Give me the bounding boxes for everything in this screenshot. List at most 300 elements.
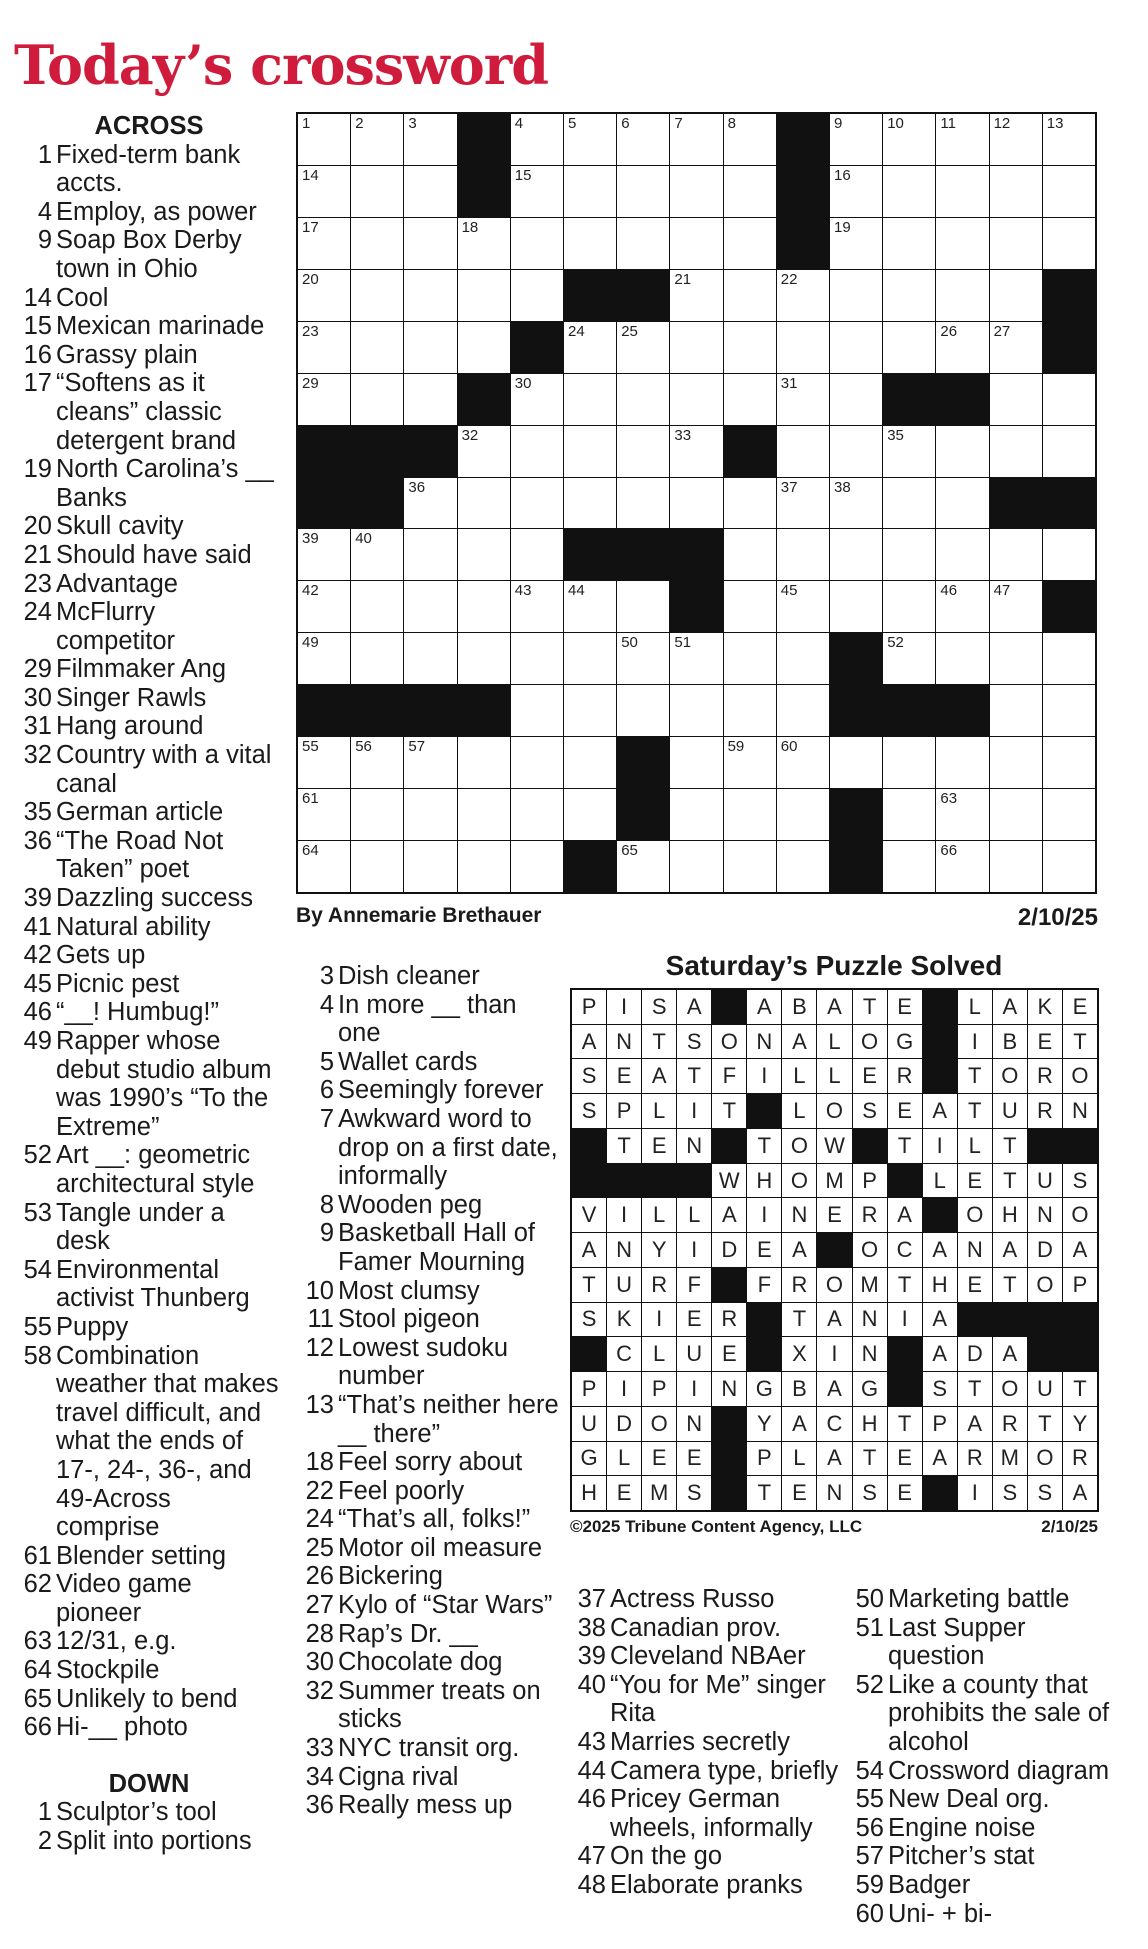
grid-cell[interactable] [404, 478, 456, 529]
grid-cell[interactable] [670, 374, 722, 425]
byline: By Annemarie Brethauer [296, 904, 542, 927]
grid-cell[interactable] [351, 789, 403, 840]
grid-cell[interactable] [990, 374, 1042, 425]
cell-number: 55 [302, 738, 319, 756]
down-clue [300, 962, 560, 991]
grid-cell[interactable] [990, 633, 1042, 684]
solution-letter: S [1063, 1164, 1097, 1198]
solution-letter: L [642, 1198, 676, 1232]
across-clue [18, 312, 280, 341]
grid-cell[interactable] [404, 633, 456, 684]
grid-cell[interactable] [458, 841, 510, 892]
clue-text: Pricey German wheels, informally [610, 1785, 813, 1842]
down-clue [300, 1620, 560, 1649]
clue-number: 43 [577, 1727, 606, 1756]
grid-cell[interactable] [617, 633, 669, 684]
cell-number: 36 [408, 478, 426, 496]
grid-cell[interactable] [670, 218, 722, 269]
grid-cell[interactable] [564, 737, 616, 788]
grid-cell[interactable] [990, 426, 1042, 477]
grid-cell[interactable] [564, 685, 616, 736]
grid-cell[interactable] [458, 322, 510, 373]
across-heading: ACROSS [94, 112, 204, 140]
cell-number: 22 [780, 270, 798, 288]
grid-cell[interactable] [404, 270, 456, 321]
grid-cell[interactable] [724, 789, 776, 840]
clue-column-3 [572, 1585, 844, 1900]
grid-cell[interactable] [936, 478, 988, 529]
grid-cell[interactable] [670, 426, 722, 477]
grid-cell[interactable] [458, 789, 510, 840]
down-clue [300, 1105, 560, 1191]
solution-letter: T [747, 1476, 781, 1510]
grid-cell[interactable] [404, 166, 456, 217]
grid-cell[interactable] [351, 166, 403, 217]
solution-letter: O [1028, 1442, 1062, 1476]
grid-cell[interactable] [830, 114, 882, 165]
grid-cell[interactable] [830, 218, 882, 269]
down-clue [850, 1814, 1112, 1843]
grid-cell[interactable] [936, 581, 988, 632]
grid-cell[interactable] [511, 426, 563, 477]
grid-cell[interactable] [670, 322, 722, 373]
solution-letter: T [1028, 1407, 1062, 1441]
solution-letter: U [993, 1094, 1027, 1128]
grid-cell[interactable] [936, 737, 988, 788]
cell-number: 26 [940, 322, 958, 340]
across-clue [18, 1570, 280, 1627]
solution-letter: P [642, 1372, 676, 1406]
grid-cell[interactable] [617, 581, 669, 632]
grid-cell[interactable] [883, 529, 935, 580]
across-clue [18, 1713, 280, 1742]
solution-letter: N [958, 1233, 992, 1267]
solution-letter: I [817, 1337, 851, 1371]
solution-letter: E [817, 1198, 851, 1232]
clue-number: 50 [855, 1585, 884, 1613]
down-clue [572, 1614, 844, 1643]
grid-cell[interactable] [777, 841, 829, 892]
grid-cell[interactable] [724, 841, 776, 892]
cell-number: 43 [514, 582, 532, 600]
grid-cell[interactable] [1043, 685, 1095, 736]
grid-cell[interactable] [1043, 114, 1095, 165]
grid-cell[interactable] [1043, 841, 1095, 892]
clue-number: 57 [855, 1842, 884, 1871]
grid-cell[interactable] [298, 114, 350, 165]
grid-cell[interactable] [936, 426, 988, 477]
across-clue [18, 684, 280, 713]
grid-cell[interactable] [617, 426, 669, 477]
solution-letter: O [1063, 1198, 1097, 1232]
grid-cell[interactable] [351, 633, 403, 684]
grid-cell[interactable] [458, 581, 510, 632]
solution-letter: A [923, 1303, 957, 1337]
grid-cell[interactable] [298, 374, 350, 425]
grid-cell[interactable] [936, 218, 988, 269]
cell-number: 21 [674, 270, 692, 288]
grid-cell[interactable] [298, 322, 350, 373]
grid-cell[interactable] [936, 841, 988, 892]
grid-cell[interactable] [777, 633, 829, 684]
grid-cell[interactable] [564, 374, 616, 425]
solution-letter: N [782, 1198, 816, 1232]
grid-cell[interactable] [351, 114, 403, 165]
clue-text: “The Road Not Taken” poet [56, 826, 224, 884]
grid-cell[interactable] [617, 114, 669, 165]
grid-cell[interactable] [777, 789, 829, 840]
solution-letter: D [1028, 1233, 1062, 1267]
grid-cell[interactable] [670, 270, 722, 321]
grid-cell[interactable] [564, 478, 616, 529]
grid-cell[interactable] [990, 218, 1042, 269]
clue-number: 16 [23, 340, 52, 369]
grid-cell[interactable] [830, 374, 882, 425]
solution-letter: O [817, 1268, 851, 1302]
clue-number: 36 [305, 1791, 334, 1820]
grid-cell[interactable] [724, 270, 776, 321]
grid-cell[interactable] [777, 374, 829, 425]
grid-cell[interactable] [511, 218, 563, 269]
grid-cell[interactable] [830, 270, 882, 321]
cell-number: 37 [780, 478, 798, 496]
solution-letter: E [1063, 990, 1097, 1024]
clue-text: Employ, as power [56, 197, 257, 226]
grid-cell[interactable] [404, 581, 456, 632]
clue-number: 9 [319, 1219, 334, 1248]
grid-cell[interactable] [511, 478, 563, 529]
solution-letter: R [1028, 1094, 1062, 1128]
grid-cell[interactable] [1043, 166, 1095, 217]
grid-cell[interactable] [564, 166, 616, 217]
grid-cell[interactable] [990, 841, 1042, 892]
cell-number: 13 [1046, 115, 1064, 132]
solution-letter: G [853, 1372, 887, 1406]
grid-cell[interactable] [670, 737, 722, 788]
grid-cell[interactable] [883, 841, 935, 892]
grid-cell[interactable] [404, 322, 456, 373]
grid-cell[interactable] [883, 218, 935, 269]
grid-cell[interactable] [617, 685, 669, 736]
grid-cell[interactable] [511, 841, 563, 892]
grid-cell[interactable] [404, 737, 456, 788]
grid-cell[interactable] [351, 581, 403, 632]
grid-cell[interactable] [990, 685, 1042, 736]
grid-cell[interactable] [351, 374, 403, 425]
grid-cell[interactable] [724, 581, 776, 632]
across-clue [18, 1256, 280, 1313]
grid-cell[interactable] [777, 322, 829, 373]
grid-cell[interactable] [936, 789, 988, 840]
grid-cell[interactable] [564, 218, 616, 269]
cell-number: 59 [727, 738, 745, 756]
grid-cell[interactable] [298, 529, 350, 580]
grid-cell[interactable] [936, 270, 988, 321]
grid-cell[interactable] [298, 841, 350, 892]
grid-cell[interactable] [351, 737, 403, 788]
grid-cell[interactable] [670, 633, 722, 684]
grid-cell[interactable] [830, 322, 882, 373]
grid-cell[interactable] [777, 426, 829, 477]
solution-block [712, 1129, 746, 1163]
solution-block [923, 1476, 957, 1510]
down-clue [300, 1477, 560, 1506]
clue-text: Dish cleaner [338, 962, 480, 990]
clue-text: Art __: geometric architectural style [56, 1141, 255, 1198]
grid-cell[interactable] [351, 841, 403, 892]
grid-cell[interactable] [404, 114, 456, 165]
grid-cell[interactable] [564, 114, 616, 165]
grid-cell[interactable] [883, 633, 935, 684]
grid-cell[interactable] [298, 633, 350, 684]
grid-block [936, 685, 988, 736]
grid-cell[interactable] [724, 529, 776, 580]
grid-cell[interactable] [511, 789, 563, 840]
clue-number: 48 [577, 1870, 606, 1899]
solution-block [1063, 1303, 1097, 1337]
grid-cell[interactable] [298, 789, 350, 840]
clue-text: Summer treats on sticks [338, 1676, 541, 1734]
grid-cell[interactable] [617, 322, 669, 373]
solution-letter: A [712, 1198, 746, 1232]
grid-cell[interactable] [1043, 633, 1095, 684]
grid-cell[interactable] [351, 218, 403, 269]
grid-cell[interactable] [990, 581, 1042, 632]
grid-cell[interactable] [458, 737, 510, 788]
grid-cell[interactable] [936, 633, 988, 684]
grid-cell[interactable] [724, 166, 776, 217]
clue-text: In more __ than one [338, 990, 517, 1048]
grid-cell[interactable] [777, 581, 829, 632]
grid-cell[interactable] [617, 374, 669, 425]
grid-cell[interactable] [670, 789, 722, 840]
grid-cell[interactable] [511, 114, 563, 165]
grid-cell[interactable] [883, 581, 935, 632]
grid-cell[interactable] [724, 633, 776, 684]
grid-cell[interactable] [564, 426, 616, 477]
solution-letter: T [993, 1129, 1027, 1163]
grid-cell[interactable] [883, 322, 935, 373]
solution-letter: O [817, 1094, 851, 1128]
solution-letter: N [817, 1476, 851, 1510]
cell-number: 49 [302, 634, 319, 652]
grid-cell[interactable] [511, 737, 563, 788]
clue-number: 37 [577, 1585, 606, 1613]
grid-cell[interactable] [670, 478, 722, 529]
grid-cell[interactable] [617, 218, 669, 269]
grid-cell[interactable] [670, 685, 722, 736]
grid-cell[interactable] [724, 218, 776, 269]
grid-cell[interactable] [883, 114, 935, 165]
grid-cell[interactable] [617, 841, 669, 892]
grid-cell[interactable] [1043, 374, 1095, 425]
grid-cell[interactable] [458, 218, 510, 269]
cell-number: 8 [727, 115, 736, 132]
grid-cell[interactable] [883, 270, 935, 321]
grid-block [458, 166, 510, 217]
grid-cell[interactable] [1043, 218, 1095, 269]
grid-block [830, 685, 882, 736]
down-clue [300, 1591, 560, 1620]
grid-cell[interactable] [883, 166, 935, 217]
grid-cell[interactable] [1043, 529, 1095, 580]
down-clue [850, 1785, 1112, 1814]
grid-cell[interactable] [936, 114, 988, 165]
clue-number: 33 [305, 1734, 334, 1763]
solution-block [1063, 1337, 1097, 1371]
clue-number: 34 [305, 1762, 334, 1791]
grid-cell[interactable] [458, 426, 510, 477]
grid-cell[interactable] [724, 114, 776, 165]
solution-letter: M [993, 1442, 1027, 1476]
grid-cell[interactable] [830, 166, 882, 217]
grid-cell[interactable] [1043, 737, 1095, 788]
down-clue [572, 1728, 844, 1757]
grid-cell[interactable] [830, 581, 882, 632]
grid-cell[interactable] [404, 789, 456, 840]
grid-cell[interactable] [990, 529, 1042, 580]
grid-cell[interactable] [511, 685, 563, 736]
grid-cell[interactable] [511, 166, 563, 217]
grid-cell[interactable] [830, 426, 882, 477]
grid-cell[interactable] [670, 166, 722, 217]
grid-cell[interactable] [351, 270, 403, 321]
solution-letter: A [993, 990, 1027, 1024]
clue-text: Puppy [56, 1312, 129, 1341]
grid-cell[interactable] [511, 633, 563, 684]
grid-cell[interactable] [830, 529, 882, 580]
grid-cell[interactable] [617, 166, 669, 217]
grid-cell[interactable] [564, 322, 616, 373]
grid-cell[interactable] [458, 270, 510, 321]
down-clue [300, 1677, 560, 1734]
grid-cell[interactable] [777, 529, 829, 580]
grid-cell[interactable] [564, 633, 616, 684]
solution-letter: I [923, 1129, 957, 1163]
grid-cell[interactable] [617, 478, 669, 529]
clue-number: 35 [23, 798, 52, 827]
clue-text: Kylo of “Star Wars” [338, 1591, 553, 1620]
grid-cell[interactable] [404, 218, 456, 269]
grid-cell[interactable] [1043, 789, 1095, 840]
grid-block [830, 841, 882, 892]
grid-cell[interactable] [298, 218, 350, 269]
grid-cell[interactable] [298, 581, 350, 632]
grid-cell[interactable] [990, 166, 1042, 217]
grid-cell[interactable] [990, 737, 1042, 788]
grid-block [298, 685, 350, 736]
solution-letter: U [607, 1268, 641, 1302]
grid-cell[interactable] [404, 529, 456, 580]
clue-number: 25 [305, 1533, 334, 1562]
grid-cell[interactable] [298, 270, 350, 321]
grid-cell[interactable] [936, 529, 988, 580]
grid-cell[interactable] [990, 270, 1042, 321]
grid-cell[interactable] [990, 114, 1042, 165]
grid-cell[interactable] [511, 529, 563, 580]
grid-cell[interactable] [724, 478, 776, 529]
grid-block [777, 166, 829, 217]
grid-cell[interactable] [511, 270, 563, 321]
solution-letter: I [642, 1303, 676, 1337]
grid-cell[interactable] [511, 581, 563, 632]
solution-letter: L [782, 1442, 816, 1476]
grid-cell[interactable] [404, 374, 456, 425]
clue-text: Filmmaker Ang [56, 655, 227, 684]
grid-cell[interactable] [1043, 426, 1095, 477]
grid-cell[interactable] [777, 737, 829, 788]
grid-cell[interactable] [883, 426, 935, 477]
solution-letter: N [1028, 1198, 1062, 1232]
solution-letter: M [853, 1268, 887, 1302]
grid-cell[interactable] [990, 322, 1042, 373]
solution-letter: L [958, 990, 992, 1024]
grid-cell[interactable] [458, 529, 510, 580]
grid-cell[interactable] [564, 789, 616, 840]
grid-cell[interactable] [511, 374, 563, 425]
grid-cell[interactable] [351, 322, 403, 373]
grid-cell[interactable] [670, 114, 722, 165]
clue-number: 62 [23, 1570, 52, 1599]
down-clue [572, 1671, 844, 1728]
clue-number: 58 [23, 1341, 52, 1370]
solution-letter: L [958, 1129, 992, 1163]
grid-block [830, 789, 882, 840]
clue-number: 27 [305, 1591, 334, 1620]
grid-cell[interactable] [351, 529, 403, 580]
solution-letter: T [958, 1094, 992, 1128]
grid-cell[interactable] [670, 841, 722, 892]
grid-cell[interactable] [724, 685, 776, 736]
solution-letter: E [642, 1129, 676, 1163]
grid-cell[interactable] [458, 478, 510, 529]
grid-cell[interactable] [724, 374, 776, 425]
grid-cell[interactable] [724, 322, 776, 373]
solution-letter: A [572, 1025, 606, 1059]
grid-cell[interactable] [724, 737, 776, 788]
solution-letter: A [572, 1233, 606, 1267]
grid-cell[interactable] [883, 789, 935, 840]
solution-letter: T [958, 1372, 992, 1406]
clue-number: 46 [577, 1785, 606, 1814]
grid-cell[interactable] [777, 270, 829, 321]
solution-letter: T [782, 1303, 816, 1337]
grid-cell[interactable] [883, 737, 935, 788]
grid-cell[interactable] [458, 633, 510, 684]
solution-block [1028, 1129, 1062, 1163]
solution-letter: R [642, 1268, 676, 1302]
grid-cell[interactable] [404, 841, 456, 892]
grid-cell[interactable] [298, 166, 350, 217]
solution-letter: S [572, 1059, 606, 1093]
clue-text: Most clumsy [338, 1276, 480, 1305]
clue-text: Uni- + bi- [888, 1899, 993, 1928]
grid-cell[interactable] [777, 478, 829, 529]
grid-cell[interactable] [777, 685, 829, 736]
solution-block [923, 1198, 957, 1232]
grid-cell[interactable] [936, 166, 988, 217]
grid-cell[interactable] [990, 789, 1042, 840]
grid-cell[interactable] [564, 581, 616, 632]
solution-letter: T [888, 1268, 922, 1302]
grid-cell[interactable] [830, 737, 882, 788]
clue-text: German article [56, 798, 224, 827]
grid-cell[interactable] [298, 737, 350, 788]
grid-cell[interactable] [830, 478, 882, 529]
grid-cell[interactable] [936, 322, 988, 373]
grid-block [564, 529, 616, 580]
grid-cell[interactable] [883, 478, 935, 529]
